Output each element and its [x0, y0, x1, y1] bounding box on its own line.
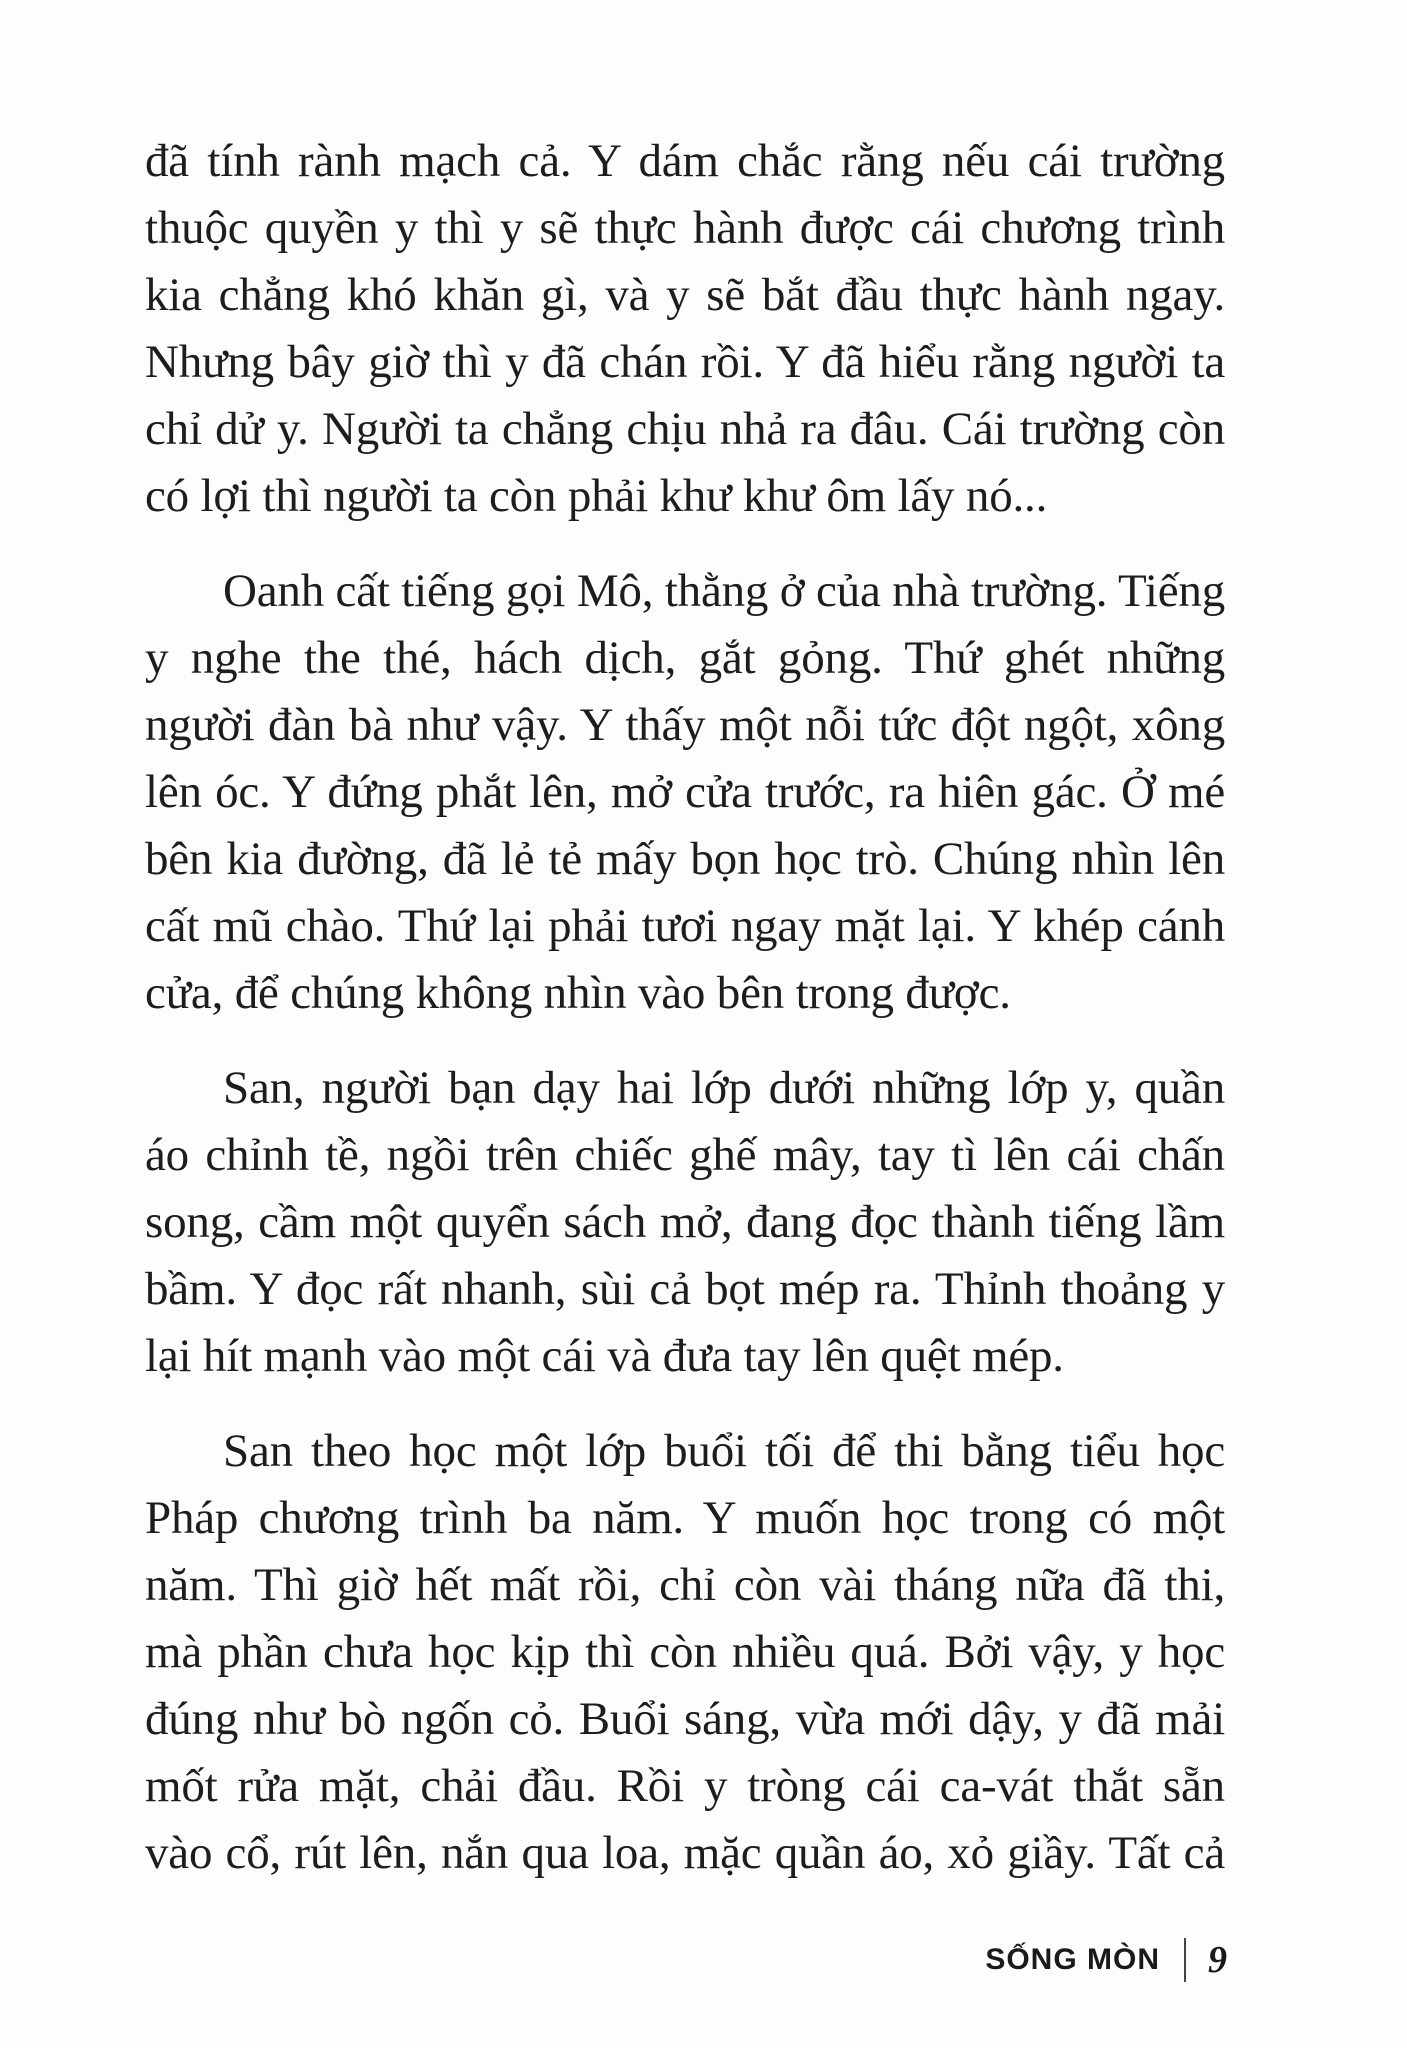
page-number: 9 — [1208, 1939, 1227, 1981]
page-footer — [985, 1930, 1227, 1990]
text-line: lên óc. Y đứng phắt lên, mở cửa trước, ra hiên gác. Ở mé — [145, 766, 1225, 818]
paragraph-4 — [145, 1418, 1225, 1887]
body-text — [145, 128, 1225, 1915]
text-line: Pháp chương trình ba năm. Y muốn học trong có một — [145, 1492, 1225, 1544]
text-line: lại hít mạnh vào một cái và đưa tay lên quệt mép. — [145, 1330, 1064, 1382]
text-line: cất mũ chào. Thứ lại phải tươi ngay mặt lại. Y khép cánh — [145, 900, 1225, 952]
text-line: San, người bạn dạy hai lớp dưới những lớp y, quần — [223, 1062, 1225, 1114]
text-line: kia chẳng khó khăn gì, và y sẽ bắt đầu thực hành ngay. — [145, 269, 1225, 321]
paragraph-1 — [145, 128, 1225, 530]
text-line: thuộc quyền y thì y sẽ thực hành được cái chương trình — [145, 202, 1225, 254]
text-line: song, cầm một quyển sách mở, đang đọc thành tiếng lầm — [145, 1196, 1225, 1248]
text-line: đã tính rành mạch cả. Y dám chắc rằng nếu cái trường — [145, 135, 1225, 187]
text-line: Oanh cất tiếng gọi Mô, thằng ở của nhà trường. Tiếng — [223, 565, 1226, 617]
text-line: Nhưng bây giờ thì y đã chán rồi. Y đã hiểu rằng người ta — [145, 336, 1225, 388]
paragraph-2 — [145, 558, 1225, 1027]
footer-divider — [1184, 1938, 1186, 1982]
text-line: bên kia đường, đã lẻ tẻ mấy bọn học trò. Chúng nhìn lên — [145, 833, 1225, 885]
text-line: vào cổ, rút lên, nắn qua loa, mặc quần áo, xỏ giầy. Tất cả — [145, 1827, 1225, 1879]
text-line: áo chỉnh tề, ngồi trên chiếc ghế mây, tay tì lên cái chấn — [145, 1129, 1225, 1181]
text-line: cửa, để chúng không nhìn vào bên trong được. — [145, 967, 1011, 1019]
text-line: y nghe the thé, hách dịch, gắt gỏng. Thứ ghét những — [145, 632, 1225, 684]
text-line: có lợi thì người ta còn phải khư khư ôm lấy nó... — [145, 470, 1048, 522]
text-line: chỉ dử y. Người ta chẳng chịu nhả ra đâu. Cái trường còn — [145, 403, 1225, 455]
text-line: mà phần chưa học kịp thì còn nhiều quá. Bởi vậy, y học — [145, 1626, 1225, 1678]
paragraph-3 — [145, 1055, 1225, 1390]
text-line: mốt rửa mặt, chải đầu. Rồi y tròng cái ca-vát thắt sẵn — [145, 1760, 1225, 1812]
text-line: năm. Thì giờ hết mất rồi, chỉ còn vài tháng nữa đã thi, — [145, 1559, 1225, 1611]
text-line: bầm. Y đọc rất nhanh, sùi cả bọt mép ra. Thỉnh thoảng y — [145, 1263, 1225, 1315]
running-title: SỐNG MÒN — [985, 1943, 1160, 1976]
text-line: San theo học một lớp buổi tối để thi bằng tiểu học — [223, 1425, 1225, 1477]
text-line: đúng như bò ngốn cỏ. Buổi sáng, vừa mới dậy, y đã mải — [145, 1693, 1225, 1745]
text-line: người đàn bà như vậy. Y thấy một nỗi tức đột ngột, xông — [145, 699, 1225, 751]
